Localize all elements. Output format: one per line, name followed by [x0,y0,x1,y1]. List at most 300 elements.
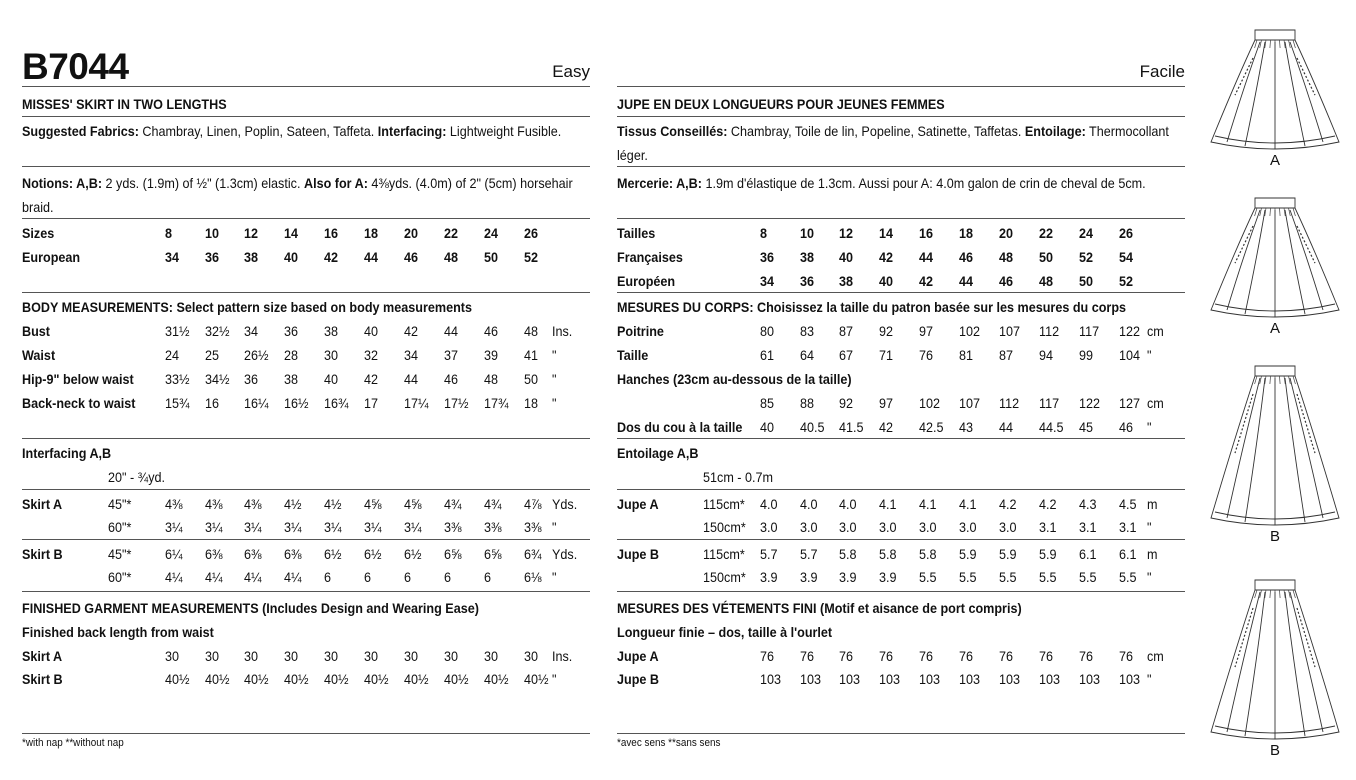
table-cell: 50 [484,249,499,265]
table-cell: 42 [919,273,934,289]
table-row [22,645,590,667]
table-cell: 41 [524,347,539,363]
table-cell: 33½ [165,371,190,387]
table-row [617,392,1185,414]
table-row [617,320,1185,342]
table-cell: 26½ [244,347,269,363]
table-cell: 64 [800,347,815,363]
row-label: Françaises [617,249,683,265]
table-cell: 107 [959,395,981,411]
table-cell: 32 [364,347,379,363]
table-cell: 117 [1079,323,1100,339]
table-cell: 3⅜ [524,519,542,535]
fabrics-label: Tissus Conseillés: [617,123,728,139]
table-cell: 3.0 [919,519,937,535]
row-label: Hanches (23cm au-dessous de la taille) [617,371,852,387]
table-cell: 61 [760,347,775,363]
table-cell: 5.7 [760,546,778,562]
table-cell: 30 [205,648,220,664]
table-cell: 43 [959,419,974,435]
table-cell: 18 [524,395,539,411]
table-cell: 5.8 [879,546,897,562]
row-label: Skirt A [22,496,63,512]
table-row [22,368,590,390]
table-cell: 3.0 [999,519,1017,535]
table-cell: 16 [205,395,220,411]
table-row [22,566,590,588]
row-label: Jupe A [617,496,659,512]
table-cell: 6⅛ [524,569,542,585]
table-row [617,466,1185,488]
table-cell: 48 [999,249,1014,265]
row-label: BODY MEASUREMENTS: Select pattern size based on body measurements [22,299,472,315]
table-row [617,270,1185,292]
row-label: Sizes [22,225,55,241]
table-cell: 40½ [165,671,190,687]
table-cell: 5.5 [1119,569,1137,585]
table-cell: 24 [1079,225,1094,241]
unit-label: " [552,519,557,535]
table-cell: 5.5 [959,569,977,585]
table-cell: 4¾ [484,496,502,512]
table-cell: 52 [1079,249,1094,265]
table-cell: 3¼ [284,519,302,535]
table-cell: 44 [404,371,419,387]
table-cell: 4¼ [244,569,262,585]
table-cell: 40½ [364,671,389,687]
table-cell: 4⅜ [244,496,262,512]
table-row [617,597,1185,619]
table-cell: 40½ [205,671,230,687]
table-cell: 52 [1119,273,1134,289]
table-cell: 4.0 [760,496,778,512]
table-cell: 3.1 [1079,519,1097,535]
view-label: A [1269,320,1280,337]
table-row [22,442,590,464]
row-sublabel: 150cm* [703,569,746,585]
table-cell: 17 [364,395,379,411]
table-cell: 50 [1079,273,1094,289]
table-cell: 22 [444,225,459,241]
table-cell: 5.8 [839,546,857,562]
table-cell: 42.5 [919,419,944,435]
table-cell: 42 [404,323,419,339]
pattern-title: MISSES' SKIRT IN TWO LENGTHS [22,96,227,112]
table-cell: 30 [444,648,459,664]
table-cell: 42 [364,371,379,387]
table-cell: 40 [364,323,379,339]
table-cell: 30 [324,648,339,664]
table-cell: 44 [364,249,379,265]
table-cell: 5.9 [999,546,1017,562]
table-cell: 3⅜ [444,519,462,535]
table-cell: 4⅝ [364,496,382,512]
row-label: Entoilage A,B [617,445,699,461]
table-cell: 40½ [324,671,349,687]
interfacing-text: Lightweight Fusible. [446,123,562,139]
table-row [617,516,1185,538]
table-cell: 4⅞ [524,496,542,512]
table-cell: 5.9 [959,546,977,562]
row-label: Longueur finie – dos, taille à l'ourlet [617,624,833,640]
skirt-view-sketch [1205,578,1345,759]
table-cell: 71 [879,347,894,363]
table-cell: 18 [959,225,974,241]
row-label: European [22,249,81,265]
interfacing-label: Entoilage: [1024,123,1086,139]
table-cell: 46 [1119,419,1134,435]
table-cell: 5.5 [1079,569,1097,585]
table-cell: 6.1 [1119,546,1137,562]
table-cell: 102 [919,395,941,411]
table-row [22,668,590,690]
divider [22,116,590,117]
table-cell: 16 [919,225,934,241]
fabrics-paragraph [617,119,1185,167]
table-cell: 88 [800,395,815,411]
table-row [22,543,590,565]
table-cell: 76 [839,648,854,664]
row-label: MESURES DES VÉTEMENTS FINI (Motif et aisance de port compris) [617,600,1022,616]
difficulty-level: Facile [1139,62,1185,81]
view-label: B [1269,528,1280,545]
table-cell: 5.7 [800,546,818,562]
table-cell: 38 [800,249,815,265]
table-cell: 103 [1039,671,1061,687]
table-cell: 30 [484,648,499,664]
table-cell: 6 [324,569,332,585]
table-cell: 16½ [284,395,309,411]
table-cell: 38 [284,371,299,387]
table-cell: 34 [165,249,180,265]
table-cell: 87 [999,347,1014,363]
table-cell: 97 [879,395,894,411]
table-cell: 3¼ [205,519,223,535]
table-cell: 3.9 [800,569,818,585]
unit-label: Ins. [552,323,573,339]
table-cell: 103 [999,671,1021,687]
table-cell: 76 [919,347,934,363]
table-cell: 41.5 [839,419,864,435]
table-cell: 80 [760,323,775,339]
table-cell: 34 [404,347,419,363]
table-cell: 122 [1119,323,1141,339]
table-cell: 46 [404,249,419,265]
table-cell: 36 [205,249,220,265]
table-row [22,466,590,488]
row-sublabel: 45"* [108,496,132,512]
skirt-drawing [1205,364,1345,530]
table-cell: 50 [524,371,539,387]
table-cell: 40½ [404,671,429,687]
table-cell: 48 [524,323,539,339]
divider [617,116,1185,117]
table-cell: 36 [284,323,299,339]
unit-label: " [552,395,557,411]
table-cell: 4¼ [165,569,183,585]
table-cell: 3.1 [1039,519,1057,535]
table-cell: 34½ [205,371,230,387]
pattern-title: JUPE EN DEUX LONGUEURS POUR JEUNES FEMMES [617,96,945,112]
table-cell: 3.9 [839,569,857,585]
table-cell: 40½ [444,671,469,687]
table-cell: 4⅝ [404,496,422,512]
table-row [617,645,1185,667]
table-cell: 20 [404,225,419,241]
skirt-drawing [1205,196,1345,322]
skirt-view-sketch [1205,196,1345,337]
notions-also-text: 4⅜yds. (4.0m) of 2" (5cm) horsehair braid. [22,175,573,215]
divider [22,489,590,490]
table-cell: 38 [244,249,259,265]
table-cell: 76 [879,648,894,664]
unit-label: m [1147,496,1158,512]
table-cell: 6¾ [524,546,542,562]
row-label: Tailles [617,225,656,241]
table-cell: 103 [919,671,941,687]
table-cell: 67 [839,347,854,363]
table-row [22,621,590,643]
table-cell: 28 [284,347,299,363]
table-cell: 3¼ [165,519,183,535]
view-label: A [1269,152,1280,169]
table-cell: 25 [205,347,220,363]
divider [617,166,1185,167]
table-cell: 97 [919,323,934,339]
table-cell: 3¼ [244,519,262,535]
table-cell: 40 [839,249,854,265]
row-label: Européen [617,273,676,289]
table-cell: 30 [524,648,539,664]
table-cell: 17½ [444,395,469,411]
table-cell: 4.2 [999,496,1017,512]
row-label: Skirt B [22,671,63,687]
fabrics-paragraph [22,119,590,143]
table-cell: 42 [879,249,894,265]
table-cell: 24 [165,347,180,363]
row-label: Skirt A [22,648,63,664]
table-cell: 76 [999,648,1014,664]
table-cell: 3¼ [404,519,422,535]
table-cell: 44.5 [1039,419,1064,435]
table-row [22,344,590,366]
table-cell: 18 [364,225,379,241]
table-cell: 40½ [244,671,269,687]
table-cell: 16 [324,225,339,241]
interfacing-text: Thermocollant léger. [617,123,1169,163]
table-cell: 12 [839,225,854,241]
table-cell: 4.3 [1079,496,1097,512]
unit-label: Ins. [552,648,573,664]
table-cell: 40.5 [800,419,825,435]
row-label: Jupe B [617,546,660,562]
table-cell: 3.0 [879,519,897,535]
table-cell: 76 [1119,648,1134,664]
table-cell: 40 [324,371,339,387]
table-cell: 46 [484,323,499,339]
table-cell: 3.9 [879,569,897,585]
unit-label: " [1147,347,1152,363]
table-cell: 30 [404,648,419,664]
divider [617,733,1185,734]
unit-label: " [552,371,557,387]
table-cell: 3¼ [364,519,382,535]
table-cell: 4.1 [919,496,937,512]
table-cell: 50 [1039,249,1054,265]
table-cell: 3.0 [839,519,857,535]
notions-paragraph [617,171,1185,195]
table-row [22,516,590,538]
row-sublabel: 115cm* [703,496,745,512]
table-cell: 127 [1119,395,1141,411]
fabrics-label: Suggested Fabrics: [22,123,139,139]
divider [22,438,590,439]
table-cell: 3⅜ [484,519,502,535]
table-cell: 103 [1119,671,1141,687]
table-cell: 46 [959,249,974,265]
table-row [22,392,590,414]
notions-also-label: Also for A: [303,175,368,191]
table-cell: 103 [1079,671,1101,687]
notions-label: Mercerie: A,B: [617,175,702,191]
table-cell: 103 [879,671,901,687]
divider [22,292,590,293]
unit-label: Yds. [552,496,578,512]
table-cell: 3.0 [959,519,977,535]
table-cell: 6 [444,569,452,585]
footnote: *with nap **without nap [22,737,124,749]
table-cell: 38 [324,323,339,339]
table-row [617,493,1185,515]
table-cell: 4¼ [205,569,223,585]
table-cell: 40½ [484,671,509,687]
unit-label: " [552,569,557,585]
divider [22,733,590,734]
table-cell: 102 [959,323,981,339]
table-cell: 6⅜ [205,546,223,562]
table-cell: 52 [524,249,539,265]
row-sublabel: 51cm - 0.7m [703,469,774,485]
notions-paragraph [22,171,590,219]
divider [617,539,1185,540]
table-cell: 5.9 [1039,546,1057,562]
table-cell: 3.9 [760,569,778,585]
table-cell: 103 [760,671,782,687]
table-cell: 36 [244,371,259,387]
row-sublabel: 45"* [108,546,132,562]
table-cell: 76 [760,648,775,664]
table-cell: 44 [999,419,1014,435]
table-row [617,296,1185,318]
table-cell: 48 [484,371,499,387]
table-cell: 40 [879,273,894,289]
unit-label: " [1147,671,1152,687]
table-cell: 17¼ [404,395,429,411]
table-cell: 103 [959,671,981,687]
row-label: Jupe B [617,671,660,687]
table-cell: 4.2 [1039,496,1057,512]
table-cell: 4.1 [879,496,897,512]
table-cell: 76 [959,648,974,664]
table-cell: 76 [1079,648,1094,664]
table-cell: 4¾ [444,496,462,512]
table-cell: 6¼ [165,546,183,562]
table-cell: 30 [324,347,339,363]
table-cell: 6 [404,569,412,585]
row-label: Hip-9" below waist [22,371,134,387]
row-label: MESURES DU CORPS: Choisissez la taille du patron basée sur les mesures du corps [617,299,1127,315]
table-cell: 36 [760,249,775,265]
table-cell: 32½ [205,323,230,339]
table-row [617,246,1185,268]
divider [22,591,590,592]
table-row [617,668,1185,690]
row-label: Bust [22,323,51,339]
fabrics-text: Chambray, Linen, Poplin, Sateen, Taffeta. [138,123,378,139]
table-cell: 6.1 [1079,546,1097,562]
table-cell: 40½ [284,671,309,687]
table-row [617,222,1185,244]
skirt-view-sketch [1205,28,1345,169]
table-cell: 5.5 [1039,569,1057,585]
row-label: Finished back length from waist [22,624,214,640]
table-cell: 85 [760,395,775,411]
table-cell: 92 [839,395,854,411]
footnote: *avec sens **sans sens [617,737,721,749]
table-cell: 16¾ [324,395,349,411]
table-cell: 30 [165,648,180,664]
table-cell: 99 [1079,347,1094,363]
table-cell: 14 [879,225,894,241]
table-cell: 4.1 [959,496,977,512]
row-sublabel: 20" - ¾yd. [108,469,166,485]
table-cell: 112 [1039,323,1060,339]
table-cell: 15¾ [165,395,190,411]
table-cell: 76 [1039,648,1054,664]
row-label: Back-neck to waist [22,395,136,411]
table-cell: 10 [800,225,815,241]
table-row [22,296,590,318]
table-cell: 103 [839,671,861,687]
table-cell: 46 [999,273,1014,289]
table-row [22,320,590,342]
table-cell: 48 [444,249,459,265]
notions-text: 1.9m d'élastique de 1.3cm. Aussi pour A: 4.0m galon de crin de cheval de 5cm. [701,175,1146,191]
table-cell: 30 [284,648,299,664]
table-cell: 6 [484,569,492,585]
table-cell: 40 [760,419,775,435]
table-cell: 34 [244,323,259,339]
table-cell: 30 [364,648,379,664]
table-cell: 6⅝ [484,546,502,562]
unit-label: Yds. [552,546,578,562]
table-cell: 6⅝ [444,546,462,562]
table-cell: 3¼ [324,519,342,535]
divider [617,292,1185,293]
row-label: Skirt B [22,546,63,562]
divider [617,438,1185,439]
table-row [617,344,1185,366]
table-cell: 3.0 [760,519,778,535]
unit-label: m [1147,546,1158,562]
table-cell: 16¼ [244,395,269,411]
table-cell: 40 [284,249,299,265]
table-cell: 4⅜ [205,496,223,512]
table-cell: 4⅜ [165,496,183,512]
unit-label: cm [1147,395,1164,411]
table-cell: 37 [444,347,459,363]
table-cell: 40½ [524,671,549,687]
